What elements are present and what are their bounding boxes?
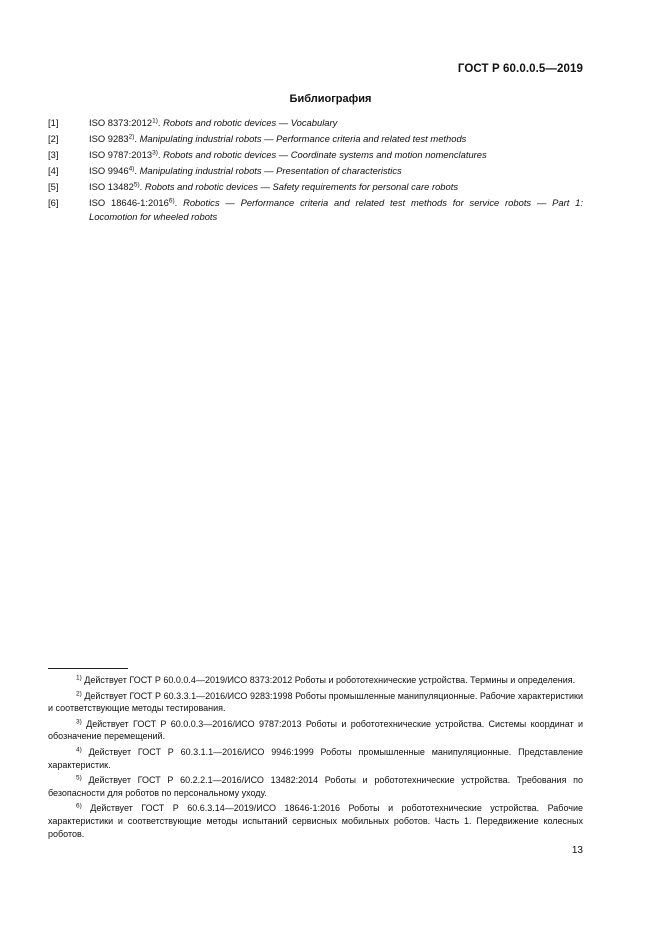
- bibliography-item-text: [89, 132, 583, 145]
- bibliography-item-number: [6]: [48, 197, 59, 209]
- bibliography-item-number: [1]: [48, 117, 59, 128]
- bibliography-item-text: [89, 148, 583, 161]
- footnote: [48, 690, 583, 715]
- document-code: ISO 18646-1:2016: [89, 197, 169, 209]
- footnote-text: Действует ГОСТ Р 60.0.0.3—2016/ИСО 9787:2013 Роботы и робототехнические устройства. Системы координат и обозначение перемещений.: [48, 718, 583, 742]
- bibliography-item: [48, 180, 583, 193]
- footnote-text: Действует ГОСТ Р 60.3.3.1—2016/ИСО 9283:1998 Роботы промышленные манипуляционные. Рабочие характеристики и соответствующие методы тестирования.: [48, 690, 583, 714]
- page-number: 13: [571, 845, 583, 856]
- footnote-separator-line: [48, 668, 128, 669]
- bibliography-item-number: [3]: [48, 149, 59, 161]
- footnote: [48, 718, 583, 743]
- document-code: ISO 9946: [89, 165, 129, 177]
- footnote: [48, 674, 583, 687]
- footnotes-section: [48, 674, 583, 843]
- footnote: [48, 774, 583, 799]
- footnote-reference: 4): [128, 165, 135, 173]
- separator: .: [157, 117, 164, 128]
- bibliography-item-text: [89, 196, 583, 223]
- bibliography-item: [48, 132, 583, 145]
- footnote-reference: 6): [168, 197, 175, 205]
- bibliography-item: [48, 164, 583, 177]
- document-code: ISO 9787:2013: [89, 149, 153, 161]
- footnote-text: Действует ГОСТ Р 60.2.2.1—2016/ИСО 13482:2014 Роботы и робототехнические устройства. Требования по безопасности для роботов по персональному уходу.: [48, 775, 583, 798]
- bibliography-item-number: [2]: [48, 133, 59, 145]
- document-title: Robots and robotic devices — Safety requirements for personal care robots: [144, 181, 459, 193]
- separator: .: [157, 149, 164, 161]
- bibliography-item-text: [89, 164, 583, 177]
- footnote-mark: 2): [76, 690, 82, 698]
- document-code: ISO 13482: [89, 181, 134, 193]
- document-code: ISO 8373:2012: [89, 117, 153, 128]
- separator: .: [139, 181, 145, 193]
- footnote-reference: 1): [152, 117, 158, 125]
- footnote-mark: 6): [76, 802, 82, 810]
- document-title: Robotics — Performance criteria and related test methods for service robots — Part 1: Locomotion for wheeled robots: [89, 197, 583, 222]
- bibliography-item-number: [4]: [48, 165, 59, 177]
- bibliography-item-text: [89, 180, 583, 193]
- footnote-mark: 4): [76, 746, 82, 754]
- footnote-reference: 2): [128, 133, 135, 141]
- separator: .: [134, 133, 140, 145]
- footnote-text: Действует ГОСТ Р 60.3.1.1—2016/ИСО 9946:1999 Роботы промышленные манипуляционные. Представление характеристик.: [48, 746, 583, 770]
- footnote-mark: 1): [76, 674, 82, 682]
- footnote-text: Действует ГОСТ Р 60.0.0.4—2019/ИСО 8373:2012 Роботы и робототехнические устройства. Термины и определения.: [81, 675, 576, 685]
- footnote-mark: 3): [76, 718, 82, 726]
- document-title: Manipulating industrial robots — Presentation of characteristics: [139, 165, 402, 177]
- document-code: ISO 9283: [89, 133, 129, 145]
- bibliography-list: [48, 116, 583, 226]
- document-title: Robots and robotic devices — Coordinate systems and motion nomenclatures: [163, 149, 487, 161]
- document-title: Robots and robotic devices — Vocabulary: [163, 117, 338, 128]
- bibliography-item: [48, 196, 583, 223]
- footnote-text: Действует ГОСТ Р 60.6.3.14—2019/ИСО 18646-1:2016 Роботы и робототехнические устройства. Рабочие характеристики и соответствующие методы испытаний сервисных мобильных роботов. Часть 1. Передвижение колесных роботов.: [48, 803, 583, 839]
- bibliography-title: Библиография: [289, 93, 372, 105]
- standard-designation: ГОСТ Р 60.0.0.5—2019: [457, 63, 583, 75]
- footnote: [48, 746, 583, 771]
- footnote: [48, 802, 583, 840]
- bibliography-item-number: [5]: [48, 181, 59, 193]
- footnote-mark: 5): [76, 774, 82, 782]
- document-title: Manipulating industrial robots — Performance criteria and related test methods: [139, 133, 467, 145]
- separator: .: [134, 165, 140, 177]
- footnote-reference: 5): [133, 181, 140, 189]
- bibliography-item: [48, 116, 583, 129]
- bibliography-item-text: [89, 116, 583, 129]
- separator: .: [174, 197, 184, 209]
- bibliography-item: [48, 148, 583, 161]
- footnote-reference: 3): [152, 149, 158, 157]
